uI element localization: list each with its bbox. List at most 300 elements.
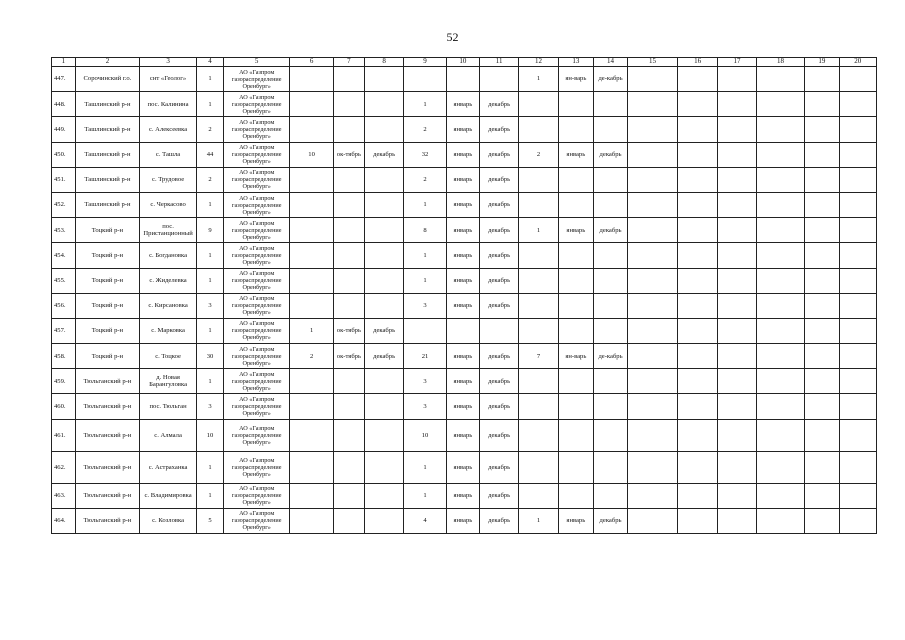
- cell-col12-count: [519, 394, 558, 419]
- cell-district: Тюльганский р-н: [75, 394, 139, 419]
- table-row: [52, 67, 877, 92]
- cell-col10-start: январь: [446, 451, 479, 483]
- cell-col9-count: 4: [404, 508, 446, 533]
- table-row: [52, 293, 877, 318]
- cell-row-number: 451.: [52, 167, 76, 192]
- cell-col15: [628, 293, 678, 318]
- cell-col8-end: [364, 419, 403, 451]
- cell-col11-end: декабрь: [479, 192, 518, 217]
- cell-col15: [628, 243, 678, 268]
- cell-col18: [756, 451, 805, 483]
- cell-col20: [839, 268, 877, 293]
- table-row: [52, 394, 877, 419]
- cell-col8-end: [364, 192, 403, 217]
- cell-col16: [677, 167, 717, 192]
- cell-col18: [756, 344, 805, 369]
- cell-col16: [677, 344, 717, 369]
- cell-col8-end: декабрь: [364, 318, 403, 343]
- cell-row-number: 457.: [52, 318, 76, 343]
- column-number-10: 10: [446, 58, 479, 67]
- cell-col18: [756, 142, 805, 167]
- cell-col14-end: [593, 268, 627, 293]
- cell-col19: [805, 268, 839, 293]
- cell-col20: [839, 293, 877, 318]
- cell-col14-end: [593, 117, 627, 142]
- cell-row-number: 447.: [52, 67, 76, 92]
- cell-col19: [805, 293, 839, 318]
- cell-col10-start: [446, 67, 479, 92]
- cell-col15: [628, 268, 678, 293]
- cell-col9-count: 32: [404, 142, 446, 167]
- cell-col13-start: [558, 167, 593, 192]
- cell-row-number: 456.: [52, 293, 76, 318]
- cell-organization: АО «Газпром газораспределение Оренбург»: [224, 243, 290, 268]
- cell-settlement: с. Козловка: [140, 508, 197, 533]
- cell-settlement: с. Тоцкое: [140, 344, 197, 369]
- cell-col19: [805, 419, 839, 451]
- cell-row-number: 462.: [52, 451, 76, 483]
- cell-col9-count: 3: [404, 369, 446, 394]
- cell-col7-start: [333, 293, 364, 318]
- cell-row-number: 448.: [52, 92, 76, 117]
- column-number-13: 13: [558, 58, 593, 67]
- cell-organization: АО «Газпром газораспределение Оренбург»: [224, 192, 290, 217]
- cell-col14-end: [593, 243, 627, 268]
- cell-col15: [628, 419, 678, 451]
- cell-col17: [718, 344, 756, 369]
- cell-col6-count: [290, 394, 334, 419]
- cell-col15: [628, 192, 678, 217]
- cell-col17: [718, 167, 756, 192]
- table-row: [52, 167, 877, 192]
- cell-col16: [677, 67, 717, 92]
- cell-col20: [839, 67, 877, 92]
- cell-col19: [805, 344, 839, 369]
- cell-col6-count: [290, 192, 334, 217]
- cell-col18: [756, 243, 805, 268]
- table-row: [52, 451, 877, 483]
- cell-col17: [718, 394, 756, 419]
- cell-col19: [805, 192, 839, 217]
- column-number-19: 19: [805, 58, 839, 67]
- cell-organization: АО «Газпром газораспределение Оренбург»: [224, 483, 290, 508]
- cell-settlement: д. Новая Барангуловка: [140, 369, 197, 394]
- column-number-20: 20: [839, 58, 877, 67]
- cell-col18: [756, 419, 805, 451]
- page-number: 52: [446, 30, 459, 44]
- cell-col17: [718, 218, 756, 243]
- cell-col13-start: [558, 483, 593, 508]
- cell-col6-count: [290, 451, 334, 483]
- cell-col19: [805, 92, 839, 117]
- cell-col6-count: [290, 268, 334, 293]
- cell-col10-start: январь: [446, 344, 479, 369]
- cell-col20: [839, 218, 877, 243]
- table-row: [52, 268, 877, 293]
- cell-col9-count: [404, 67, 446, 92]
- cell-col9-count: 1: [404, 268, 446, 293]
- cell-settlement: пос. Пристанционный: [140, 218, 197, 243]
- cell-col20: [839, 508, 877, 533]
- cell-col19: [805, 67, 839, 92]
- cell-district: Тоцкий р-н: [75, 293, 139, 318]
- cell-col18: [756, 268, 805, 293]
- cell-col12-count: [519, 451, 558, 483]
- cell-col11-end: декабрь: [479, 268, 518, 293]
- cell-col14-end: декабрь: [593, 142, 627, 167]
- cell-organization: АО «Газпром газораспределение Оренбург»: [224, 419, 290, 451]
- cell-settlement: с. Марковка: [140, 318, 197, 343]
- column-number-7: 7: [333, 58, 364, 67]
- cell-col20: [839, 344, 877, 369]
- cell-row-number: 460.: [52, 394, 76, 419]
- cell-organization: АО «Газпром газораспределение Оренбург»: [224, 142, 290, 167]
- cell-col18: [756, 369, 805, 394]
- cell-settlement: с. Алексеевка: [140, 117, 197, 142]
- cell-total-count: 1: [197, 243, 224, 268]
- cell-col7-start: [333, 218, 364, 243]
- cell-district: Ташлинский р-н: [75, 167, 139, 192]
- cell-col14-end: [593, 483, 627, 508]
- cell-col9-count: 3: [404, 293, 446, 318]
- cell-col16: [677, 117, 717, 142]
- cell-col7-start: [333, 167, 364, 192]
- cell-col10-start: январь: [446, 167, 479, 192]
- cell-col9-count: 21: [404, 344, 446, 369]
- cell-col11-end: декабрь: [479, 293, 518, 318]
- cell-col16: [677, 508, 717, 533]
- cell-col8-end: декабрь: [364, 142, 403, 167]
- cell-settlement: с. Астраханка: [140, 451, 197, 483]
- cell-col7-start: [333, 67, 364, 92]
- cell-col19: [805, 369, 839, 394]
- table-row: [52, 483, 877, 508]
- cell-col7-start: [333, 243, 364, 268]
- cell-col6-count: 2: [290, 344, 334, 369]
- cell-col11-end: декабрь: [479, 167, 518, 192]
- cell-col9-count: 1: [404, 451, 446, 483]
- cell-col14-end: [593, 369, 627, 394]
- cell-col16: [677, 192, 717, 217]
- cell-col15: [628, 142, 678, 167]
- cell-total-count: 10: [197, 419, 224, 451]
- cell-col16: [677, 142, 717, 167]
- cell-col17: [718, 92, 756, 117]
- column-number-2: 2: [75, 58, 139, 67]
- cell-col8-end: [364, 394, 403, 419]
- cell-total-count: 1: [197, 483, 224, 508]
- cell-organization: АО «Газпром газораспределение Оренбург»: [224, 451, 290, 483]
- cell-col16: [677, 451, 717, 483]
- cell-row-number: 458.: [52, 344, 76, 369]
- cell-col18: [756, 92, 805, 117]
- cell-col20: [839, 92, 877, 117]
- cell-col8-end: [364, 117, 403, 142]
- cell-col18: [756, 318, 805, 343]
- cell-col6-count: 10: [290, 142, 334, 167]
- column-number-16: 16: [677, 58, 717, 67]
- column-number-row: [52, 58, 877, 67]
- cell-col13-start: [558, 243, 593, 268]
- column-number-17: 17: [718, 58, 756, 67]
- cell-col7-start: [333, 192, 364, 217]
- cell-col11-end: декабрь: [479, 369, 518, 394]
- cell-col15: [628, 451, 678, 483]
- cell-col10-start: январь: [446, 369, 479, 394]
- cell-settlement: с. Ташла: [140, 142, 197, 167]
- cell-col16: [677, 92, 717, 117]
- cell-district: Тоцкий р-н: [75, 318, 139, 343]
- cell-col8-end: декабрь: [364, 344, 403, 369]
- cell-col20: [839, 117, 877, 142]
- cell-district: Тоцкий р-н: [75, 268, 139, 293]
- cell-col15: [628, 369, 678, 394]
- cell-col14-end: [593, 419, 627, 451]
- cell-col12-count: [519, 293, 558, 318]
- cell-col8-end: [364, 369, 403, 394]
- cell-col17: [718, 318, 756, 343]
- cell-col12-count: [519, 268, 558, 293]
- cell-col12-count: 1: [519, 508, 558, 533]
- cell-col8-end: [364, 167, 403, 192]
- table-row: [52, 243, 877, 268]
- cell-col16: [677, 243, 717, 268]
- cell-col17: [718, 117, 756, 142]
- cell-row-number: 453.: [52, 218, 76, 243]
- cell-col7-start: [333, 369, 364, 394]
- cell-col13-start: январь: [558, 142, 593, 167]
- cell-col17: [718, 419, 756, 451]
- cell-col16: [677, 394, 717, 419]
- cell-col6-count: [290, 483, 334, 508]
- cell-col8-end: [364, 451, 403, 483]
- cell-col18: [756, 293, 805, 318]
- cell-row-number: 449.: [52, 117, 76, 142]
- cell-col19: [805, 117, 839, 142]
- cell-col19: [805, 394, 839, 419]
- cell-col13-start: [558, 268, 593, 293]
- cell-col10-start: январь: [446, 218, 479, 243]
- table-row: [52, 218, 877, 243]
- cell-col13-start: [558, 419, 593, 451]
- cell-col6-count: [290, 218, 334, 243]
- cell-col6-count: [290, 92, 334, 117]
- cell-organization: АО «Газпром газораспределение Оренбург»: [224, 369, 290, 394]
- cell-col11-end: декабрь: [479, 394, 518, 419]
- cell-col12-count: 1: [519, 67, 558, 92]
- cell-col20: [839, 369, 877, 394]
- cell-col15: [628, 92, 678, 117]
- cell-col20: [839, 318, 877, 343]
- cell-col14-end: [593, 192, 627, 217]
- cell-total-count: 2: [197, 167, 224, 192]
- cell-col10-start: январь: [446, 117, 479, 142]
- cell-col9-count: 1: [404, 192, 446, 217]
- cell-district: Тюльганский р-н: [75, 483, 139, 508]
- cell-col11-end: [479, 67, 518, 92]
- cell-district: Тюльганский р-н: [75, 451, 139, 483]
- cell-col16: [677, 293, 717, 318]
- table-row: [52, 419, 877, 451]
- table-row: [52, 142, 877, 167]
- cell-col8-end: [364, 293, 403, 318]
- cell-col7-start: [333, 268, 364, 293]
- cell-col12-count: [519, 318, 558, 343]
- cell-row-number: 461.: [52, 419, 76, 451]
- cell-district: Тюльганский р-н: [75, 369, 139, 394]
- cell-district: Ташлинский р-н: [75, 117, 139, 142]
- cell-district: Сорочинский г.о.: [75, 67, 139, 92]
- cell-col20: [839, 142, 877, 167]
- cell-col8-end: [364, 508, 403, 533]
- cell-col17: [718, 451, 756, 483]
- cell-organization: АО «Газпром газораспределение Оренбург»: [224, 167, 290, 192]
- cell-col14-end: [593, 394, 627, 419]
- cell-col11-end: декабрь: [479, 451, 518, 483]
- cell-col18: [756, 483, 805, 508]
- cell-col6-count: 1: [290, 318, 334, 343]
- cell-col12-count: [519, 192, 558, 217]
- cell-col17: [718, 142, 756, 167]
- cell-col15: [628, 508, 678, 533]
- cell-total-count: 1: [197, 369, 224, 394]
- cell-col10-start: январь: [446, 268, 479, 293]
- cell-col9-count: 8: [404, 218, 446, 243]
- cell-col8-end: [364, 268, 403, 293]
- cell-district: Ташлинский р-н: [75, 142, 139, 167]
- schedule-table: [51, 57, 877, 534]
- cell-col17: [718, 268, 756, 293]
- cell-col6-count: [290, 243, 334, 268]
- cell-col10-start: [446, 318, 479, 343]
- cell-organization: АО «Газпром газораспределение Оренбург»: [224, 318, 290, 343]
- cell-total-count: 44: [197, 142, 224, 167]
- column-number-11: 11: [479, 58, 518, 67]
- cell-col19: [805, 218, 839, 243]
- cell-col18: [756, 167, 805, 192]
- cell-organization: АО «Газпром газораспределение Оренбург»: [224, 268, 290, 293]
- column-number-6: 6: [290, 58, 334, 67]
- cell-col16: [677, 268, 717, 293]
- cell-col20: [839, 243, 877, 268]
- cell-col19: [805, 451, 839, 483]
- cell-total-count: 3: [197, 394, 224, 419]
- cell-col18: [756, 117, 805, 142]
- cell-col6-count: [290, 117, 334, 142]
- cell-col17: [718, 243, 756, 268]
- column-number-4: 4: [197, 58, 224, 67]
- cell-total-count: 30: [197, 344, 224, 369]
- cell-col19: [805, 483, 839, 508]
- cell-col20: [839, 451, 877, 483]
- cell-col15: [628, 117, 678, 142]
- cell-row-number: 464.: [52, 508, 76, 533]
- cell-col17: [718, 483, 756, 508]
- cell-col7-start: [333, 394, 364, 419]
- cell-col10-start: январь: [446, 293, 479, 318]
- cell-col8-end: [364, 92, 403, 117]
- cell-col10-start: январь: [446, 243, 479, 268]
- table-row: [52, 117, 877, 142]
- cell-col18: [756, 508, 805, 533]
- cell-col14-end: де-кабрь: [593, 344, 627, 369]
- cell-col8-end: [364, 243, 403, 268]
- cell-settlement: с. Богдановка: [140, 243, 197, 268]
- cell-district: Тюльганский р-н: [75, 508, 139, 533]
- cell-col17: [718, 192, 756, 217]
- cell-col8-end: [364, 218, 403, 243]
- cell-col9-count: 1: [404, 92, 446, 117]
- cell-row-number: 455.: [52, 268, 76, 293]
- cell-col11-end: [479, 318, 518, 343]
- cell-total-count: 1: [197, 451, 224, 483]
- cell-col15: [628, 394, 678, 419]
- cell-total-count: 2: [197, 117, 224, 142]
- cell-col6-count: [290, 167, 334, 192]
- cell-col17: [718, 67, 756, 92]
- cell-district: Тюльганский р-н: [75, 419, 139, 451]
- cell-col16: [677, 218, 717, 243]
- cell-district: Ташлинский р-н: [75, 92, 139, 117]
- cell-col14-end: [593, 293, 627, 318]
- cell-col10-start: январь: [446, 92, 479, 117]
- table-row: [52, 92, 877, 117]
- cell-col14-end: декабрь: [593, 218, 627, 243]
- cell-col9-count: 10: [404, 419, 446, 451]
- cell-col11-end: декабрь: [479, 142, 518, 167]
- cell-col12-count: [519, 167, 558, 192]
- table-row: [52, 344, 877, 369]
- column-number-9: 9: [404, 58, 446, 67]
- cell-col12-count: [519, 419, 558, 451]
- cell-organization: АО «Газпром газораспределение Оренбург»: [224, 344, 290, 369]
- cell-col15: [628, 167, 678, 192]
- cell-col7-start: [333, 483, 364, 508]
- cell-col16: [677, 483, 717, 508]
- table-row: [52, 192, 877, 217]
- cell-total-count: 1: [197, 192, 224, 217]
- cell-row-number: 454.: [52, 243, 76, 268]
- cell-col12-count: [519, 369, 558, 394]
- cell-col15: [628, 67, 678, 92]
- cell-col16: [677, 419, 717, 451]
- cell-col7-start: ок-тябрь: [333, 318, 364, 343]
- column-number-8: 8: [364, 58, 403, 67]
- cell-col18: [756, 67, 805, 92]
- column-number-5: 5: [224, 58, 290, 67]
- cell-row-number: 450.: [52, 142, 76, 167]
- cell-col7-start: [333, 92, 364, 117]
- cell-district: Тоцкий р-н: [75, 243, 139, 268]
- cell-col20: [839, 483, 877, 508]
- cell-col20: [839, 167, 877, 192]
- cell-col13-start: [558, 192, 593, 217]
- table-row: [52, 318, 877, 343]
- cell-col15: [628, 483, 678, 508]
- column-number-12: 12: [519, 58, 558, 67]
- cell-row-number: 452.: [52, 192, 76, 217]
- cell-settlement: с. Трудовое: [140, 167, 197, 192]
- table-row: [52, 369, 877, 394]
- cell-col10-start: январь: [446, 483, 479, 508]
- cell-col10-start: январь: [446, 419, 479, 451]
- cell-col14-end: [593, 318, 627, 343]
- cell-col18: [756, 394, 805, 419]
- cell-col15: [628, 218, 678, 243]
- cell-col11-end: декабрь: [479, 344, 518, 369]
- cell-col10-start: январь: [446, 508, 479, 533]
- cell-col12-count: [519, 92, 558, 117]
